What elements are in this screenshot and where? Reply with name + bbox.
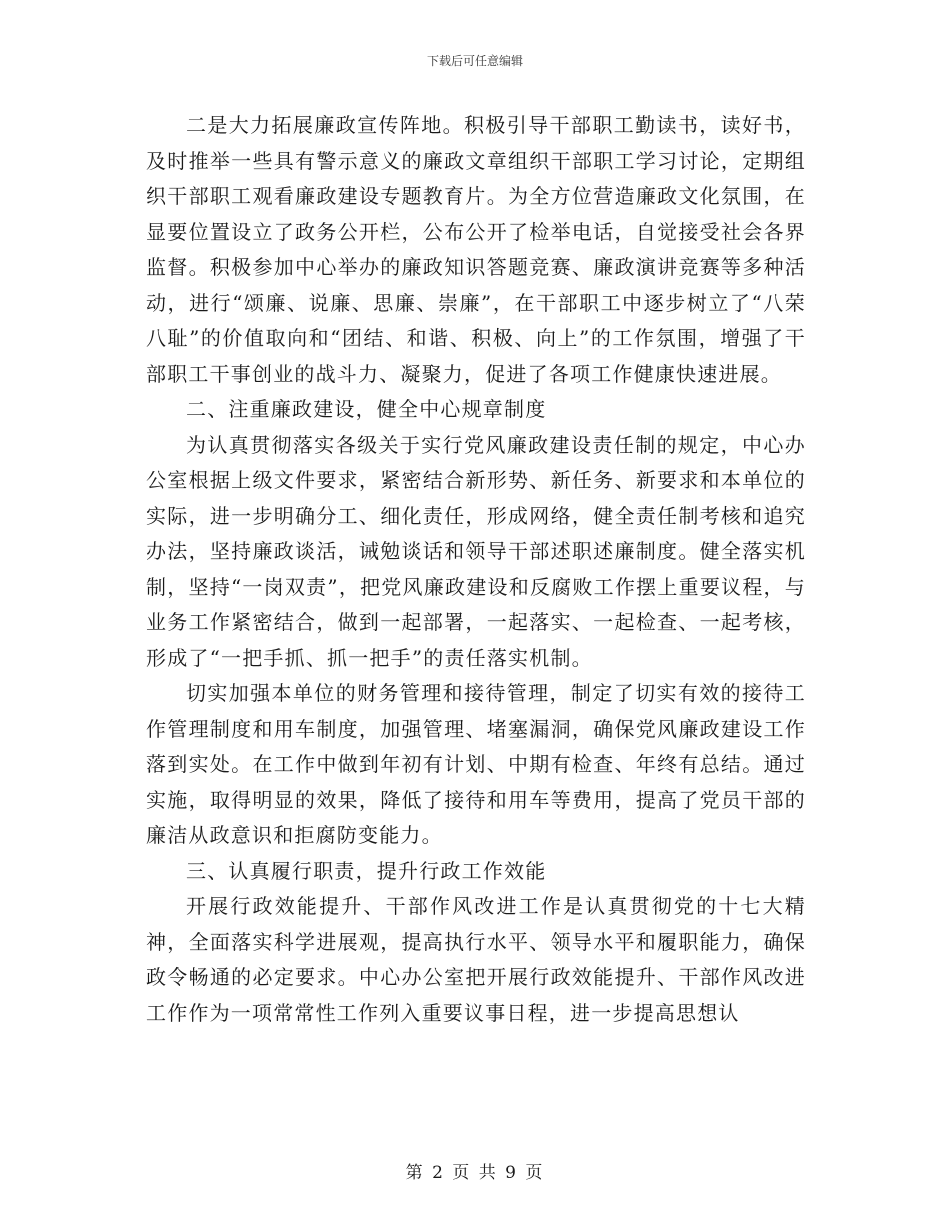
document-body <box>146 108 806 1031</box>
paragraph-finance: 切实加强本单位的财务管理和接待管理，制定了切实有效的接待工作管理制度和用车制度，加强管理、堵塞漏洞，确保党风廉政建设工作落到实处。在工作中做到年初有计划、中期有检查、年终有总结。通过实施，取得明显的效果，降低了接待和用车等费用，提高了党员干部的廉洁从政意识和拒腐防变能力。 <box>146 681 806 847</box>
section-heading-3: 三、认真履行职责，提升行政工作效能 <box>186 858 547 883</box>
page-header-note: 下载后可任意编辑 <box>426 54 523 68</box>
paragraph-publicity: 二是大力拓展廉政宣传阵地。积极引导干部职工勤读书，读好书，及时推举一些具有警示意义的廉政文章组织干部职工学习讨论，定期组织干部职工观看廉政建设专题教育片。为全方位营造廉政文化氛围，在显要位置设立了政务公开栏，公布公开了检举电话，自觉接受社会各界监督。积极参加中心举办的廉政知识答题竞赛、廉政演讲竞赛等多种活动，进行“颂廉、说廉、思廉、崇廉”，在干部职工中逐步树立了“八荣八耻”的价值取向和“团结、和谐、积极、向上”的工作氛围，增强了干部职工干事创业的战斗力、凝聚力，促进了各项工作健康快速进展。 <box>146 113 806 386</box>
section-heading-2: 二、注重廉政建设，健全中心规章制度 <box>186 397 547 421</box>
page-number: 第 2 页 共 9 页 <box>405 1163 545 1183</box>
paragraph-efficiency: 开展行政效能提升、干部作风改进工作是认真贯彻党的十七大精神，全面落实科学进展观，提高执行水平、领导水平和履职能力，确保政令畅通的必定要求。中心办公室把开展行政效能提升、干部作风改进工作作为一项常常性工作列入重要议事日程，进一步提高思想认 <box>146 894 806 1025</box>
paragraph-responsibility: 为认真贯彻落实各级关于实行党风廉政建设责任制的规定，中心办公室根据上级文件要求，紧密结合新形势、新任务、新要求和本单位的实际，进一步明确分工、细化责任，形成网络，健全责任制考核和追究办法，坚持廉政谈活，诫勉谈话和领导干部述职述廉制度。健全落实机制，坚持“一岗双责”，把党风廉政建设和反腐败工作摆上重要议程，与业务工作紧密结合，做到一起部署，一起落实、一起检查、一起考核，形成了“一把手抓、抓一把手”的责任落实机制。 <box>146 432 806 670</box>
